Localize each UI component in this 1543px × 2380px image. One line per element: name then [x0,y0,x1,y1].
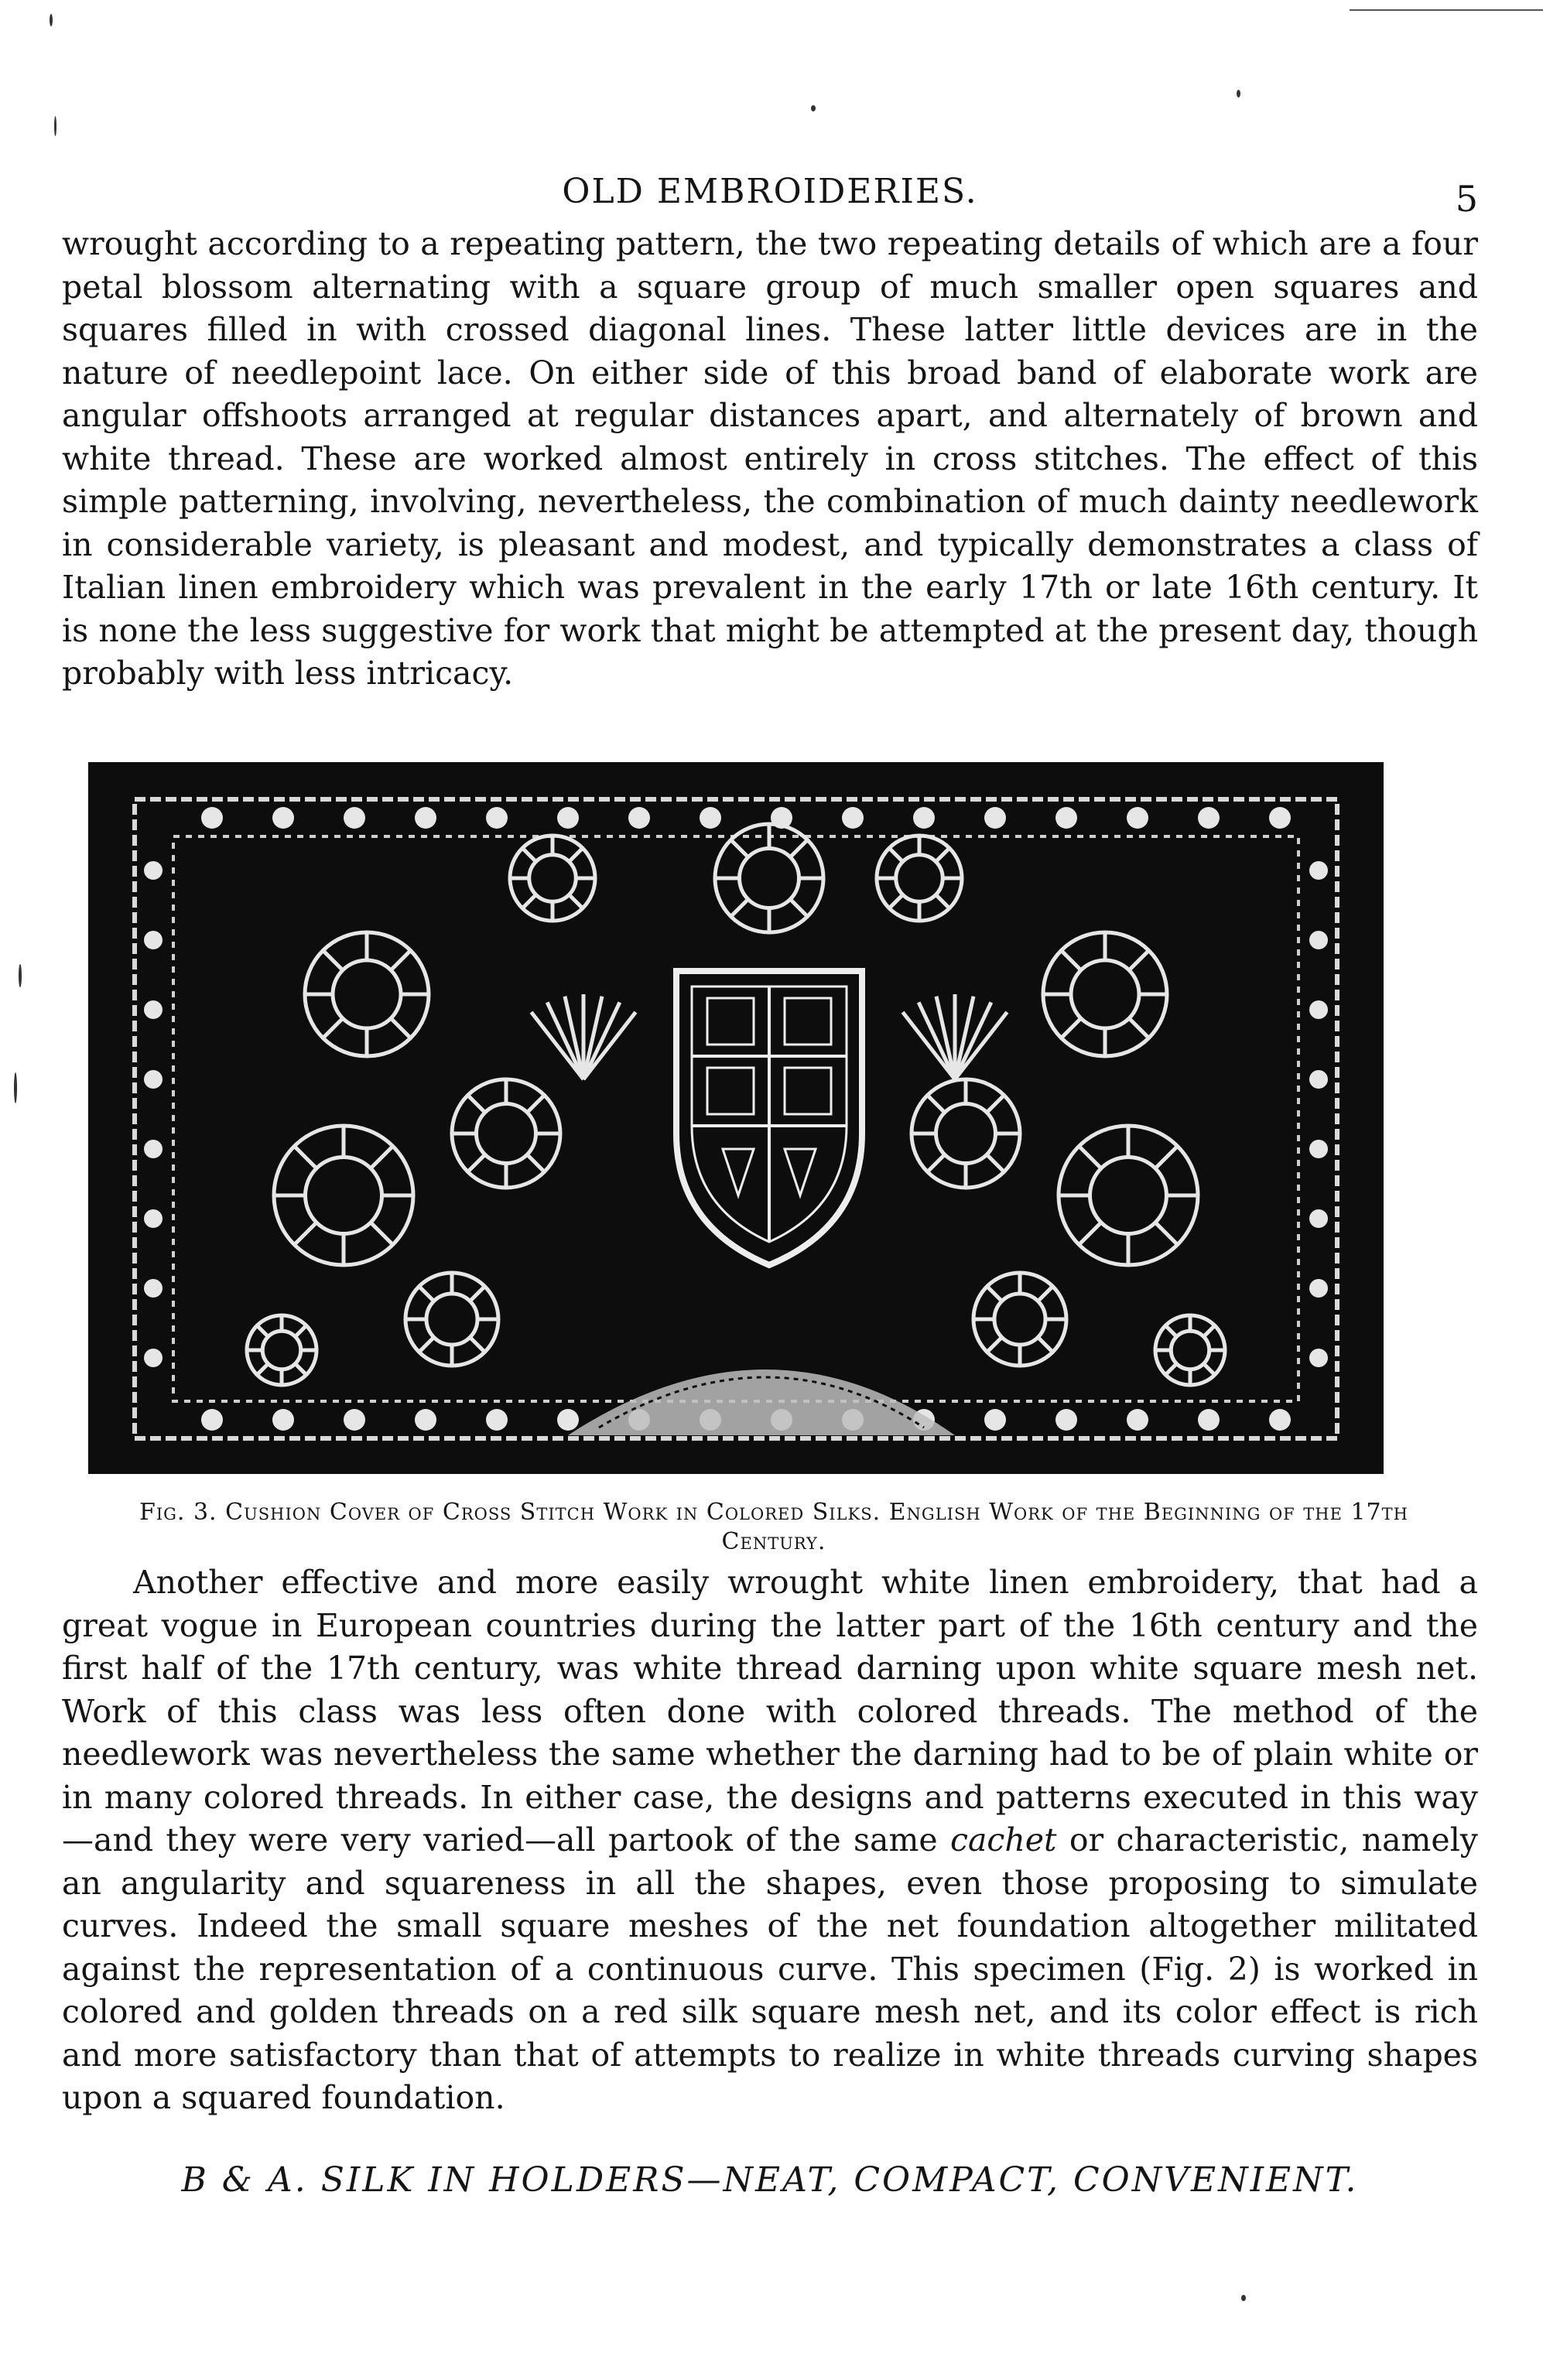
body-paragraph-bottom [62,1561,1478,2120]
advertisement-line: B & A. SILK IN HOLDERS—NEAT, COMPACT, CONVENIENT. [181,2160,1359,2200]
border-rosette [1198,807,1220,829]
border-rosette [1309,1209,1328,1228]
scan-speck [14,1072,17,1103]
italic-term: cachet [949,1821,1057,1859]
body-paragraph-top: wrought according to a repeating pattern, the two repeating details of which are a four petal blossom alternating with a square group of much smaller open squares and squares filled in with crossed diagonal lines. These latter little devices are in the nature of needlepoint lace. On either side of this broad band of elaborate work are angular offshoots arranged at regular distances apart, and alternately of brown and white thread. These are worked almost entirely in cross stitches. The effect of this simple patterning, involving, nevertheless, the combination of much dainty needlework in considerable variety, is pleasant and modest, and typically demonstrates a class of Italian linen embroidery which was prevalent in the early 17th or late 16th century. It is none the less suggestive for work that might be attempted at the present day, though probably with less intricacy. [62,225,1478,692]
border-rosette [272,807,294,829]
border-rosette [415,1409,436,1431]
border-rosette [201,807,223,829]
border-rosette [1127,1409,1148,1431]
scan-speck [19,964,22,987]
border-rosette [144,1000,163,1019]
border-rosette [1269,1409,1291,1431]
border-rosette [1309,1070,1328,1089]
border-rosette [1309,1279,1328,1298]
scan-edge-line [1350,9,1543,11]
border-rosette [984,1409,1006,1431]
border-rosette [344,1409,365,1431]
border-rosette [486,1409,508,1431]
border-rosette [1055,1409,1077,1431]
border-rosette [144,931,163,949]
border-rosette [557,807,579,829]
scan-speck [54,116,56,136]
paragraph-text: Another effective and more easily wrought white linen embroidery, that had a great vogue in European countries during the latter part of the 16th century and the first half of the 17th century, was white thread darning upon white square mesh net. Work of this class was less often done with colored threads. The method of the needlework was nevertheless the same whether the darning had to be of plain white or in many colored threads. In either case, the designs and patterns executed in this way—and they were very varied—all partook of the same [62,1564,1478,1859]
border-rosette [984,807,1006,829]
border-rosette [1309,931,1328,949]
figure-cushion-cover [88,762,1384,1474]
border-rosette [628,807,650,829]
border-rosette [144,1209,163,1228]
page-number: 5 [1455,178,1478,220]
figure-caption: Fig. 3. Cushion Cover of Cross Stitch Work in Colored Silks. English Work of the Beginning of the 17th Century. [139,1499,1408,1555]
border-rosette [344,807,365,829]
border-rosette [913,807,935,829]
page-header [62,172,1478,218]
border-rosette [1309,861,1328,880]
border-rosette [1127,807,1148,829]
scan-speck [1237,90,1240,97]
border-rosette [144,1279,163,1298]
border-rosette [144,1349,163,1367]
border-rosette [144,1070,163,1089]
border-rosette [1309,1000,1328,1019]
border-rosette [1309,1349,1328,1367]
border-rosette [1198,1409,1220,1431]
border-rosette [1055,807,1077,829]
embroidery-illustration [88,762,1384,1474]
border-rosette [1269,807,1291,829]
running-title: OLD EMBROIDERIES. [562,172,978,211]
paragraph-text: or characteristic, namely an angularity and squareness in all the shapes, even those proposing to simulate curves. Indeed the small square meshes of the net foundation altogether militated against the representation of a continuous curve. This specimen (Fig. 2) is worked in colored and golden threads on a red silk square mesh net, and its color effect is rich and more satisfactory than that of attempts to realize in white threads curving shapes upon a squared foundation. [62,1821,1478,2116]
border-rosette [201,1409,223,1431]
border-rosette [486,807,508,829]
border-rosette [272,1409,294,1431]
border-rosette [557,1409,579,1431]
scan-speck [811,105,816,111]
scan-speck [1241,2295,1246,2301]
border-rosette [144,861,163,880]
border-rosette [144,1140,163,1158]
scan-speck [50,14,53,26]
border-rosette [700,807,721,829]
border-rosette [1309,1140,1328,1158]
border-rosette [415,807,436,829]
border-rosette [842,807,864,829]
